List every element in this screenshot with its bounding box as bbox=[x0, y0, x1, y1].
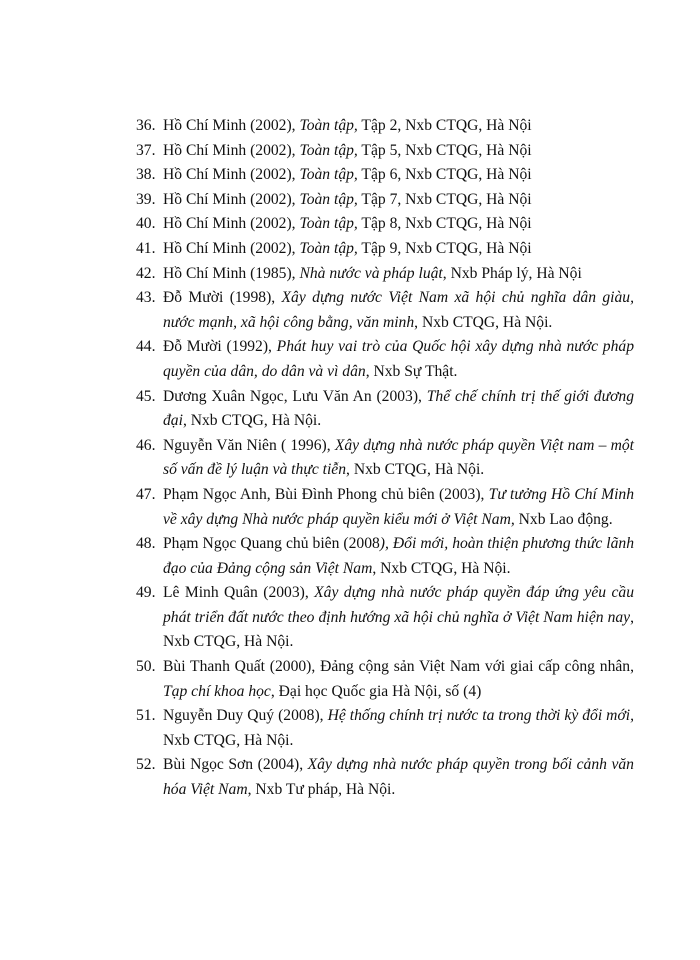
reference-item bbox=[136, 335, 634, 384]
reference-publisher: , Nxb Tư pháp, Hà Nội. bbox=[247, 781, 396, 799]
reference-author-year: Đỗ Mười (1998), bbox=[163, 289, 282, 307]
reference-title: Phát huy vai trò của Quốc hội xây dựng nhà nước pháp quyền của dân, do dân và vì dân bbox=[163, 338, 634, 380]
reference-item bbox=[136, 753, 634, 802]
reference-item bbox=[136, 188, 634, 213]
reference-item bbox=[136, 139, 634, 164]
reference-title: Toàn tập, bbox=[299, 166, 358, 184]
reference-number: 42. bbox=[136, 264, 156, 282]
reference-title: Xây dựng nhà nước pháp quyền đáp ứng yêu cầu phát triển đất nước theo định hướng xã hội chủ nghĩa ở Việt Nam hiện nay bbox=[163, 584, 634, 626]
reference-publisher: Nxb CTQG, Hà Nội. bbox=[163, 731, 294, 749]
reference-text bbox=[163, 704, 634, 753]
reference-item bbox=[136, 212, 634, 237]
reference-item bbox=[136, 114, 634, 139]
reference-item bbox=[136, 286, 634, 335]
reference-item bbox=[136, 434, 634, 483]
reference-number: 37. bbox=[136, 141, 156, 159]
reference-number: 52. bbox=[136, 756, 156, 774]
reference-author-year: Dương Xuân Ngọc, Lưu Văn An (2003), bbox=[163, 387, 427, 405]
reference-author-year: Hồ Chí Minh (2002), bbox=[163, 190, 300, 208]
reference-text bbox=[163, 483, 634, 532]
reference-title: Tạp chí khoa học bbox=[163, 682, 271, 700]
reference-item bbox=[136, 262, 634, 287]
reference-author-year: Đỗ Mười (1992), bbox=[163, 338, 277, 356]
reference-publisher: , Nxb CTQG, Hà Nội. bbox=[372, 559, 511, 577]
reference-publisher: , Nxb Sự Thật. bbox=[365, 362, 458, 380]
reference-title: Nhà nước và pháp luật bbox=[299, 264, 443, 282]
reference-author-year: Phạm Ngọc Anh, Bùi Đình Phong chủ biên (2003), bbox=[163, 485, 489, 503]
reference-author-year: Bùi Thanh Quất (2000), Đảng cộng sản Việt Nam với giai cấp công nhân, bbox=[163, 658, 634, 676]
reference-number: 43. bbox=[136, 289, 156, 307]
reference-text bbox=[163, 655, 634, 704]
reference-number: 41. bbox=[136, 239, 156, 257]
reference-number: 47. bbox=[136, 485, 156, 503]
reference-text bbox=[163, 434, 634, 483]
reference-author-year: Hồ Chí Minh (1985), bbox=[163, 264, 300, 282]
reference-author-year: Phạm Ngọc Quang chủ biên (2008 bbox=[163, 535, 380, 553]
reference-text bbox=[163, 188, 634, 213]
reference-author-year: Hồ Chí Minh (2002), bbox=[163, 239, 300, 257]
reference-author-year: Hồ Chí Minh (2002), bbox=[163, 117, 300, 134]
reference-publisher: , Nxb CTQG, Hà Nội. bbox=[163, 608, 634, 651]
reference-title: Toàn tập, bbox=[299, 141, 358, 159]
reference-number: 44. bbox=[136, 338, 156, 356]
reference-number: 36. bbox=[136, 117, 156, 134]
reference-title: Toàn tập, bbox=[299, 190, 358, 208]
reference-author-year: Nguyễn Duy Quý (2008), bbox=[163, 707, 328, 725]
reference-publisher: Tập 2, Nxb CTQG, Hà Nội bbox=[357, 117, 532, 134]
reference-title: Xây dựng nhà nước pháp quyền Việt nam – một số vấn đề lý luận và thực tiễn bbox=[163, 436, 635, 479]
reference-title: Toàn tập, bbox=[299, 117, 358, 134]
reference-title: Toàn tập, bbox=[299, 239, 358, 257]
reference-text bbox=[163, 385, 634, 434]
reference-author-year: Nguyễn Văn Niên ( 1996), bbox=[163, 436, 335, 454]
reference-text bbox=[163, 262, 634, 287]
reference-item bbox=[136, 385, 634, 434]
reference-publisher: Tập 7, Nxb CTQG, Hà Nội bbox=[357, 190, 532, 208]
reference-number: 45. bbox=[136, 387, 156, 405]
reference-text bbox=[163, 139, 634, 164]
reference-author-year: Lê Minh Quân (2003), bbox=[163, 584, 315, 602]
reference-title: Thể chế chính trị thế giới đương đại bbox=[163, 387, 635, 430]
reference-text bbox=[163, 114, 634, 139]
reference-title: Hệ thống chính trị nước ta trong thời kỳ đổi mới, bbox=[327, 707, 634, 725]
reference-publisher: , Nxb CTQG, Hà Nội. bbox=[346, 461, 485, 479]
reference-item bbox=[136, 163, 634, 188]
reference-item bbox=[136, 532, 634, 581]
reference-publisher: , Nxb CTQG, Hà Nội. bbox=[182, 412, 322, 430]
reference-publisher: Tập 6, Nxb CTQG, Hà Nội bbox=[357, 166, 532, 184]
reference-number: 50. bbox=[136, 658, 156, 676]
reference-publisher: , Nxb Pháp lý, Hà Nội bbox=[442, 264, 582, 282]
reference-list bbox=[136, 114, 634, 803]
reference-number: 40. bbox=[136, 215, 156, 233]
reference-number: 51. bbox=[136, 707, 156, 725]
reference-publisher: Nxb Lao động. bbox=[514, 510, 613, 528]
reference-author-year: Hồ Chí Minh (2002), bbox=[163, 215, 300, 233]
reference-publisher: Tập 9, Nxb CTQG, Hà Nội bbox=[357, 239, 532, 257]
reference-item bbox=[136, 704, 634, 753]
reference-text bbox=[163, 532, 634, 581]
reference-publisher: , Nxb CTQG, Hà Nội. bbox=[414, 313, 553, 331]
reference-item bbox=[136, 655, 634, 704]
reference-text bbox=[163, 286, 634, 335]
reference-author-year: Hồ Chí Minh (2002), bbox=[163, 141, 300, 159]
reference-publisher: Tập 8, Nxb CTQG, Hà Nội bbox=[357, 215, 532, 233]
reference-number: 48. bbox=[136, 535, 156, 553]
reference-title: ), Đổi mới, hoàn thiện phương thức lãnh đạo của Đảng cộng sản Việt Nam bbox=[163, 535, 635, 577]
reference-title: Xây dựng nước Việt Nam xã hội chủ nghĩa dân giàu, nước mạnh, xã hội công bằng, văn minh bbox=[163, 289, 634, 331]
reference-text bbox=[163, 335, 634, 384]
reference-number: 46. bbox=[136, 436, 156, 454]
reference-text bbox=[163, 581, 634, 655]
reference-item bbox=[136, 483, 634, 532]
reference-title: Toàn tập, bbox=[299, 215, 358, 233]
reference-author-year: Hồ Chí Minh (2002), bbox=[163, 166, 300, 184]
reference-text bbox=[163, 163, 634, 188]
reference-text bbox=[163, 212, 634, 237]
reference-text bbox=[163, 237, 634, 262]
reference-item bbox=[136, 237, 634, 262]
reference-number: 38. bbox=[136, 166, 156, 184]
reference-number: 39. bbox=[136, 190, 156, 208]
reference-author-year: Bùi Ngọc Sơn (2004), bbox=[163, 756, 308, 774]
reference-item bbox=[136, 581, 634, 655]
reference-publisher: , Đại học Quốc gia Hà Nội, số (4) bbox=[270, 682, 482, 700]
reference-title: Tư tưởng Hồ Chí Minh về xây dựng Nhà nước pháp quyền kiểu mới ở Việt Nam, bbox=[163, 485, 635, 528]
reference-publisher: Tập 5, Nxb CTQG, Hà Nội bbox=[357, 141, 532, 159]
reference-title: Xây dựng nhà nước pháp quyền trong bối cảnh văn hóa Việt Nam bbox=[163, 756, 634, 799]
reference-text bbox=[163, 753, 634, 802]
reference-number: 49. bbox=[136, 584, 156, 602]
